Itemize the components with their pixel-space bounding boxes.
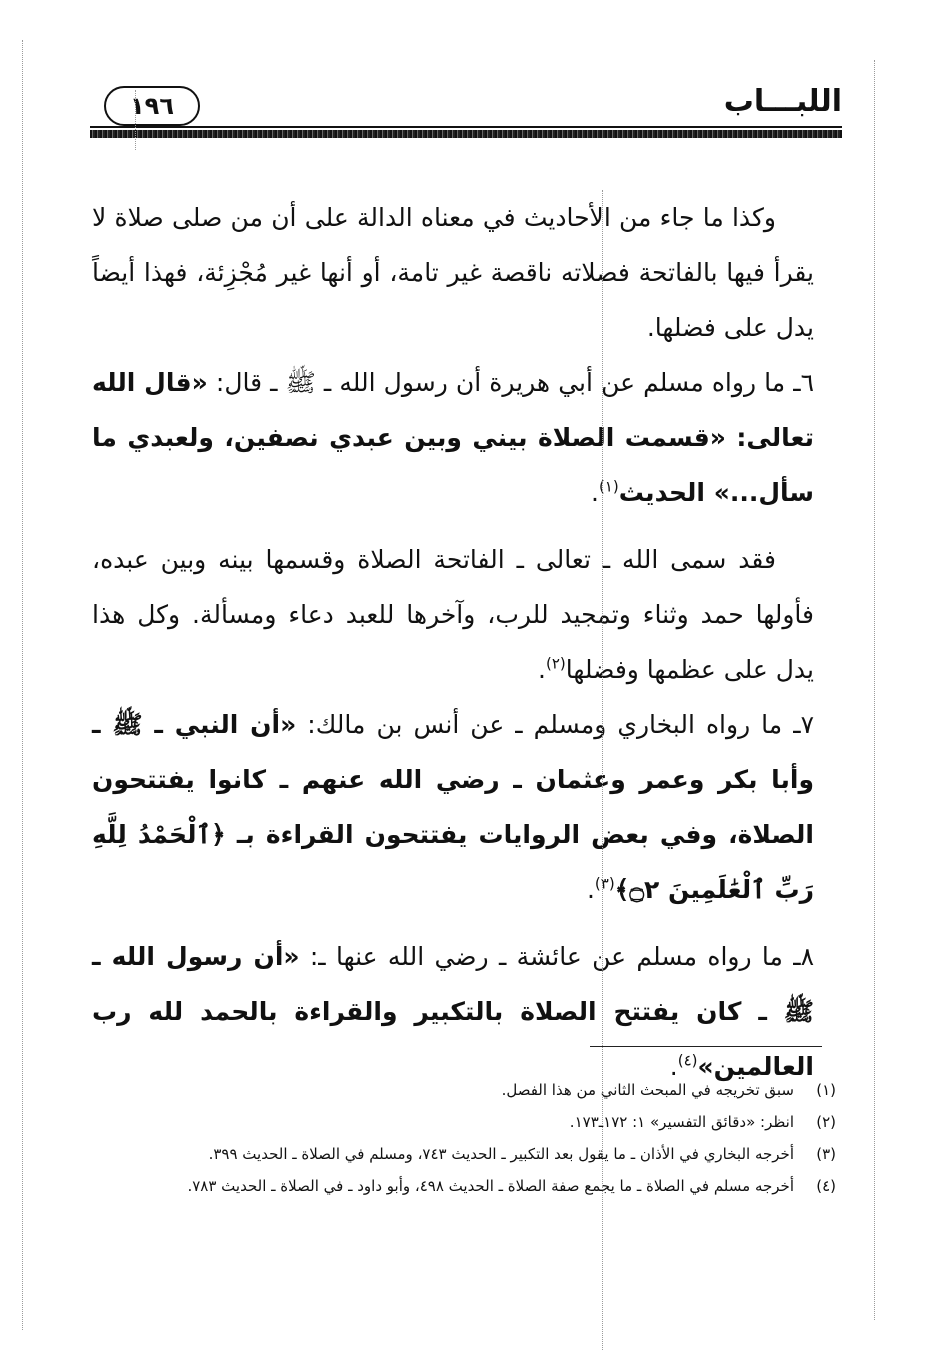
footnote-text: أخرجه مسلم في الصلاة ـ ما يجمع صفة الصلاة ـ الحديث ٤٩٨، وأبو داود ـ في الصلاة ـ الحديث ٧٨٣. [187,1177,794,1195]
footnote-ref-3: (٣) [594,874,615,893]
footnote-3 [92,1140,836,1169]
list-item-7: ٧ـ ما رواه البخاري ومسلم ـ عن أنس بن مالك: «أن النبي ـ ﷺ ـ وأبا بكر وعمر وعثمان ـ رضي الله عنهم ـ كانوا يفتتحون الصلاة، وفي بعض الروايات يفتتحون القراءة بـ ﴿ٱلْحَمْدُ لِلَّهِ رَبِّ ٱلْعَٰلَمِينَ ۝٢﴾$^{(٣)}$. [92,710,815,904]
paragraph-1: وكذا ما جاء من الأحاديث في معناه الدالة على أن من صلى صلاة لا يقرأ فيها بالفاتحة فصلاته ناقصة غير تامة، أو أنها غير مُجْزِئة، فهذا أيضاً يدل على فضلها. [92,203,814,342]
footnote-number: (٢) [816,1113,836,1131]
footnote-text: أخرجه البخاري في الأذان ـ ما يقول بعد التكبير ـ الحديث ٧٤٣، ومسلم في الصلاة ـ الحديث ٣٩٩. [208,1145,794,1163]
footnote-1 [92,1076,836,1105]
item-8-quote: «أن رسول الله ـ ﷺ ـ كان يفتتح الصلاة بالتكبير والقراءة بالحمد لله رب العالمين» [92,942,814,1081]
scan-artifact-line [135,90,136,150]
footnote-number: (١) [816,1081,836,1099]
footnote-2 [92,1108,836,1137]
item-6-quote: «قال الله تعالى: «قسمت الصلاة بيني وبين عبدي نصفين، ولعبدي ما سأل...» الحديث [92,368,814,507]
footnote-ref-2: (٢) [545,654,566,673]
footnotes [92,1076,836,1204]
footnote-number: (٣) [816,1145,836,1163]
list-item-6: ٦ـ ما رواه مسلم عن أبي هريرة أن رسول الله ـ ﷺ ـ قال: «قال الله تعالى: «قسمت الصلاة بيني وبين عبدي نصفين، ولعبدي ما سأل...» الحديث$^{(١)}$. [92,368,815,507]
item-7-quote: «أن النبي ـ ﷺ ـ وأبا بكر وعمر وعثمان ـ رضي الله عنهم ـ كانوا يفتتحون الصلاة، وفي بعض الروايات يفتتحون القراءة بـ ﴿ٱلْحَمْدُ لِلَّهِ رَبِّ ٱلْعَٰلَمِينَ ۝٢﴾ [92,710,814,904]
paragraph-2: فقد سمى الله ـ تعالى ـ الفاتحة الصلاة وقسمها بينه وبين عبده، فأولها حمد وثناء وتمجيد للرب، وآخرها للعبد دعاء ومسألة. وكل هذا يدل على عظمها وفضلها$^{(٢)}$. [92,545,814,684]
header-rule-thick [90,130,842,138]
footnote-separator [590,1046,822,1047]
footnote-number: (٤) [816,1177,836,1195]
scan-artifact-line [874,60,875,1320]
footnote-ref-1: (١) [598,477,619,496]
footnote-4 [92,1172,836,1201]
item-7-intro: ٧ـ ما رواه البخاري ومسلم ـ عن أنس بن مالك: [296,710,815,739]
footnote-ref-4: (٤) [677,1051,698,1070]
footnote-text: سبق تخريجه في المبحث الثاني من هذا الفصل. [501,1081,794,1099]
main-text [92,190,814,1094]
running-title: اللبـــاب [723,84,842,119]
page-header [90,78,842,128]
footnote-text: انظر: «دقائق التفسير» ١: ١٧٢ـ١٧٣. [569,1113,794,1131]
page-number: ١٩٦ [104,86,200,126]
paragraph-2-text: فقد سمى الله ـ تعالى ـ الفاتحة الصلاة وقسمها بينه وبين عبده، فأولها حمد وثناء وتمجيد للرب، وآخرها للعبد دعاء ومسألة. وكل هذا يدل على عظمها وفضلها [92,545,814,684]
scan-artifact-line [602,190,603,1350]
header-rule-thin [90,126,842,128]
item-6-intro: ٦ـ ما رواه مسلم عن أبي هريرة أن رسول الله ـ ﷺ ـ قال: [207,368,815,397]
item-8-intro: ٨ـ ما رواه مسلم عن عائشة ـ رضي الله عنها ـ: [299,942,814,971]
scan-artifact-line [22,40,23,1330]
list-item-8: ٨ـ ما رواه مسلم عن عائشة ـ رضي الله عنها ـ: «أن رسول الله ـ ﷺ ـ كان يفتتح الصلاة بالتكبير والقراءة بالحمد لله رب العالمين»$^{(٤)}$. [92,942,814,1081]
